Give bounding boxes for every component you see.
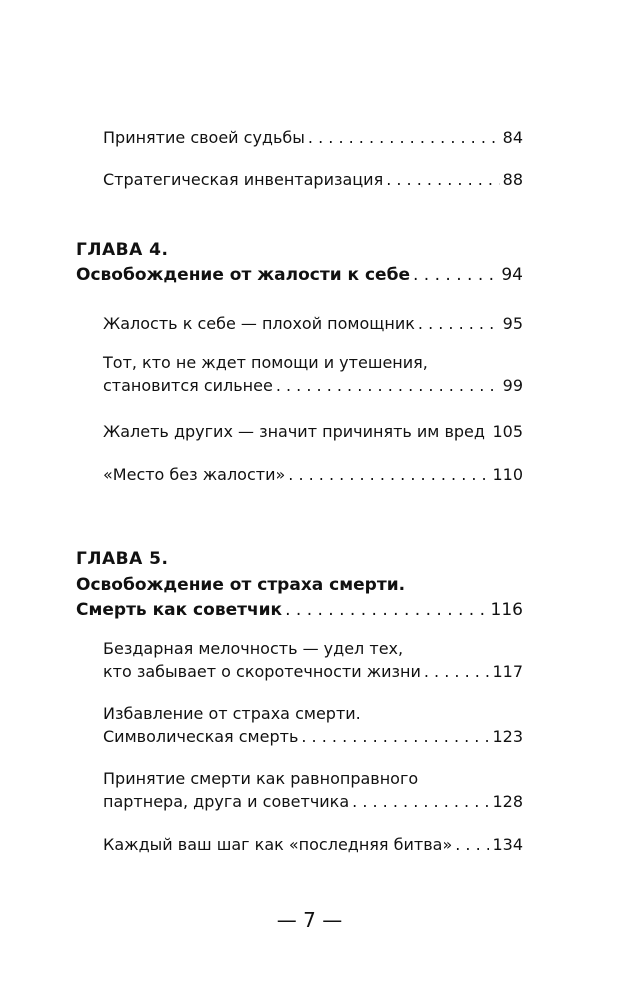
dot-leader [288,464,489,486]
toc-entry-title-line: Бездарная мелочность — удел тех, [103,639,404,658]
toc-entry-title: становится сильнее [103,376,273,395]
toc-entry[interactable] [103,169,523,191]
dot-leader [455,834,489,856]
toc-entry[interactable] [103,127,523,149]
dot-leader [285,599,487,621]
toc-entry-title: партнера, друга и советчика [103,792,350,811]
toc-entry-title: Каждый ваш шаг как «последняя битва» [103,835,453,854]
toc-entry[interactable] [103,791,523,813]
toc-entry[interactable] [103,375,523,397]
chapter-page: 116 [490,600,523,620]
toc-entry-title: Жалеть других — значит причинять им вред [103,422,485,441]
toc-entry[interactable] [103,421,523,443]
chapter-entry[interactable] [76,264,523,286]
dot-leader [488,421,490,443]
toc-entry[interactable] [103,313,523,335]
toc-entry-page: 95 [502,314,523,333]
chapter-heading: ГЛАВА 5. [76,549,169,569]
toc-entry-page: 117 [492,662,523,681]
toc-entry-page: 105 [492,422,523,441]
toc-entry-page: 88 [502,170,523,189]
page-number: — 7 — [276,908,343,932]
chapter-entry[interactable] [76,599,523,621]
toc-entry[interactable] [103,661,523,683]
toc-entry-title-line: Принятие смерти как равноправного [103,769,419,788]
dot-leader [352,791,489,813]
toc-entry-page: 123 [492,727,523,746]
dot-leader [308,127,500,149]
dot-leader [276,375,500,397]
dot-leader [418,313,500,335]
toc-entry[interactable] [103,726,523,748]
toc-entry-title: «Место без жалости» [103,465,286,484]
dot-leader [424,661,490,683]
dot-leader [301,726,489,748]
toc-entry-title: кто забывает о скоротечности жизни [103,662,421,681]
toc-entry-title: Жалость к себе — плохой помощник [103,314,415,333]
chapter-heading: ГЛАВА 4. [76,240,169,260]
dot-leader [413,264,498,286]
toc-entry-title: Символическая смерть [103,727,299,746]
toc-entry-page: 110 [492,465,523,484]
toc-entry-title-line: Тот, кто не ждет помощи и утешения, [103,353,428,372]
chapter-page: 94 [501,265,523,285]
toc-entry-page: 134 [492,835,523,854]
toc-entry-page: 84 [502,128,523,147]
toc-entry-page: 128 [492,792,523,811]
chapter-title-line: Освобождение от страха смерти. [76,575,406,595]
toc-entry-page: 99 [502,376,523,395]
toc-entry-title-line: Избавление от страха смерти. [103,704,361,723]
dot-leader [386,169,499,191]
chapter-title: Смерть как советчик [76,600,283,620]
toc-entry-title: Стратегическая инвентаризация [103,170,384,189]
toc-entry-title: Принятие своей судьбы [103,128,305,147]
toc-entry[interactable] [103,464,523,486]
toc-entry[interactable] [103,834,523,856]
chapter-title: Освобождение от жалости к себе [76,265,410,285]
